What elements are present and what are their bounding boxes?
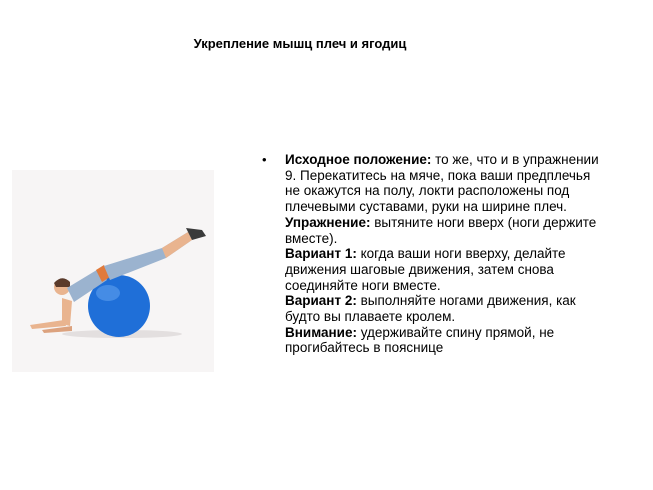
variant2-text: выполняйте ногами движения, как будто вы плаваете кролем. — [285, 293, 576, 325]
exercise-label: Упражнение: — [285, 214, 371, 230]
attention-label: Внимание: — [285, 324, 357, 340]
attention-text: удерживайте спину прямой, не прогибайтесь в пояснице — [285, 324, 555, 356]
exercise-description — [262, 152, 602, 356]
start-position-label: Исходное положение: — [285, 152, 432, 167]
woman-on-ball-illustration — [12, 170, 214, 372]
variant1-text: когда ваши ноги вверху, делайте движения шаговые движения, затем снова соединяйте ноги вместе. — [285, 246, 566, 293]
slide-title: Укрепление мышц плеч и ягодиц — [193, 36, 407, 51]
description-text — [285, 152, 602, 356]
exercise-photo — [12, 170, 214, 372]
bullet-marker: • — [262, 152, 267, 167]
variant2-label: Вариант 2: — [285, 293, 357, 309]
ball-highlight — [96, 285, 120, 301]
variant1-label: Вариант 1: — [285, 246, 357, 262]
exercise-text: вытяните ноги вверх (ноги держите вместе). — [285, 214, 597, 246]
start-position-text: то же, что и в упражнении 9. Перекатитесь на мяче, пока ваши предплечья не окажутся на полу, локти расположены под плечевыми суставами, руки на ширине плеч. — [285, 152, 599, 215]
